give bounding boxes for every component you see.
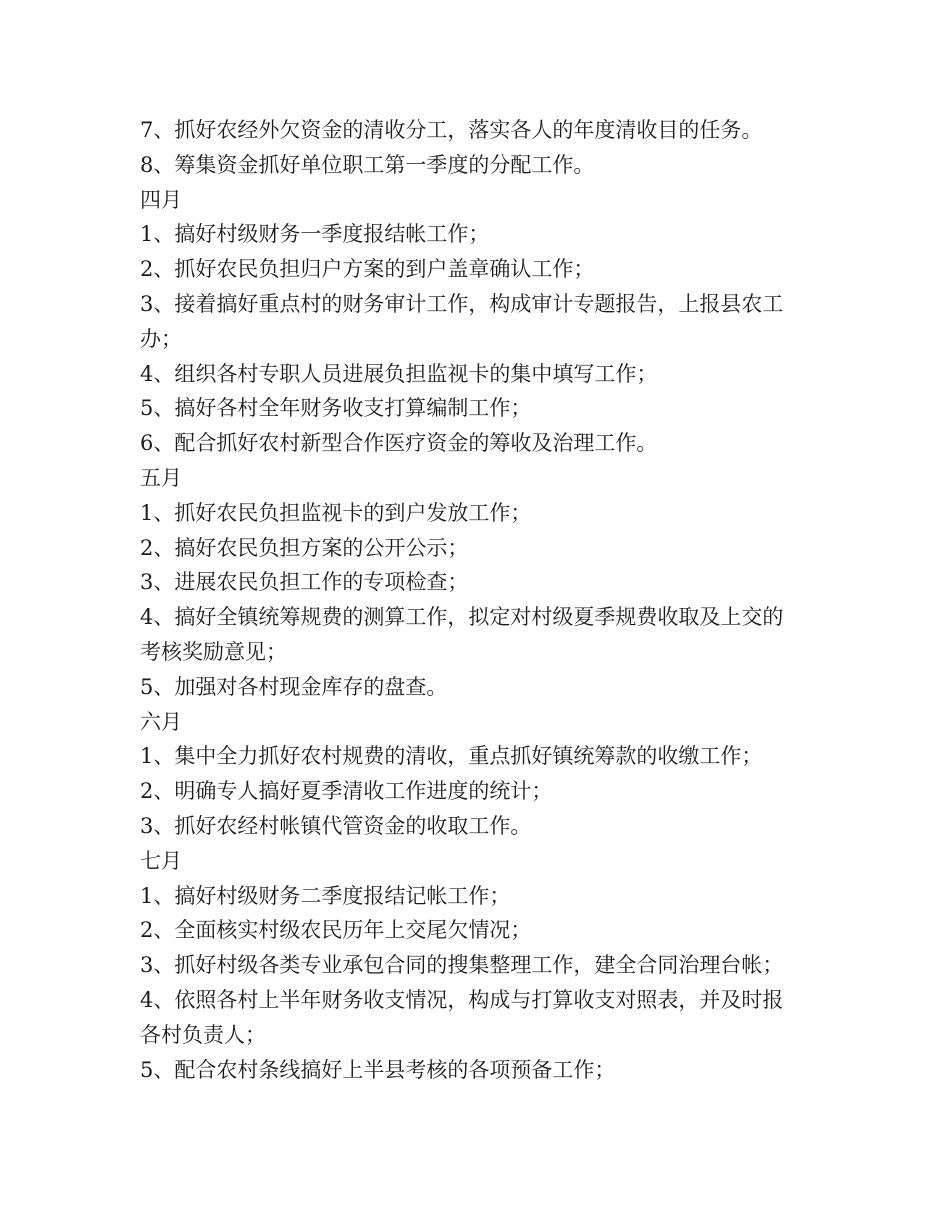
- text-line: 6、配合抓好农村新型合作医疗资金的筹收及治理工作。: [140, 431, 658, 456]
- document-page: [140, 113, 830, 1087]
- text-line: 5、搞好各村全年财务收支打算编制工作；: [140, 396, 532, 421]
- text-line: 1、搞好村级财务一季度报结帐工作；: [140, 222, 490, 247]
- text-line: 2、抓好农民负担归户方案的到户盖章确认工作；: [140, 257, 595, 282]
- text-line: 2、全面核实村级农民历年上交尾欠情况；: [140, 918, 532, 943]
- text-line: 2、明确专人搞好夏季清收工作进度的统计；: [140, 779, 553, 804]
- text-line: 1、搞好村级财务二季度报结记帐工作；: [140, 883, 511, 908]
- text-line: 办；: [140, 326, 182, 351]
- section-heading-june: 六月: [140, 709, 182, 734]
- text-line: 1、集中全力抓好农村规费的清收，重点抓好镇统筹款的收缴工作；: [140, 744, 763, 769]
- text-line: 1、抓好农民负担监视卡的到户发放工作；: [140, 500, 532, 525]
- text-line: 考核奖励意见；: [140, 639, 287, 664]
- text-line: 2、搞好农民负担方案的公开公示；: [140, 535, 469, 560]
- text-line: 3、进展农民负担工作的专项检查；: [140, 570, 469, 595]
- text-line: 5、加强对各村现金库存的盘查。: [140, 674, 448, 699]
- text-line: 8、筹集资金抓好单位职工第一季度的分配工作。: [140, 152, 595, 177]
- text-line: 3、接着搞好重点村的财务审计工作，构成审计专题报告，上报县农工: [140, 291, 784, 316]
- text-line: 3、抓好农经村帐镇代管资金的收取工作。: [140, 813, 532, 838]
- text-line: 7、抓好农经外欠资金的清收分工，落实各人的年度清收目的任务。: [140, 118, 763, 142]
- text-line: 4、依照各村上半年财务收支情况，构成与打算收支对照表，并及时报: [140, 987, 784, 1012]
- section-heading-april: 四月: [140, 187, 182, 212]
- section-heading-may: 五月: [140, 465, 182, 490]
- text-line: 3、抓好村级各类专业承包合同的搜集整理工作，建全合同治理台帐；: [140, 953, 784, 978]
- text-line: 4、搞好全镇统筹规费的测算工作，拟定对村级夏季规费收取及上交的: [140, 605, 784, 630]
- text-line: 5、配合农村条线搞好上半县考核的各项预备工作；: [140, 1057, 616, 1082]
- text-line: 4、组织各村专职人员进展负担监视卡的集中填写工作；: [140, 361, 658, 386]
- text-line: 各村负责人；: [140, 1022, 266, 1047]
- section-heading-july: 七月: [140, 848, 182, 873]
